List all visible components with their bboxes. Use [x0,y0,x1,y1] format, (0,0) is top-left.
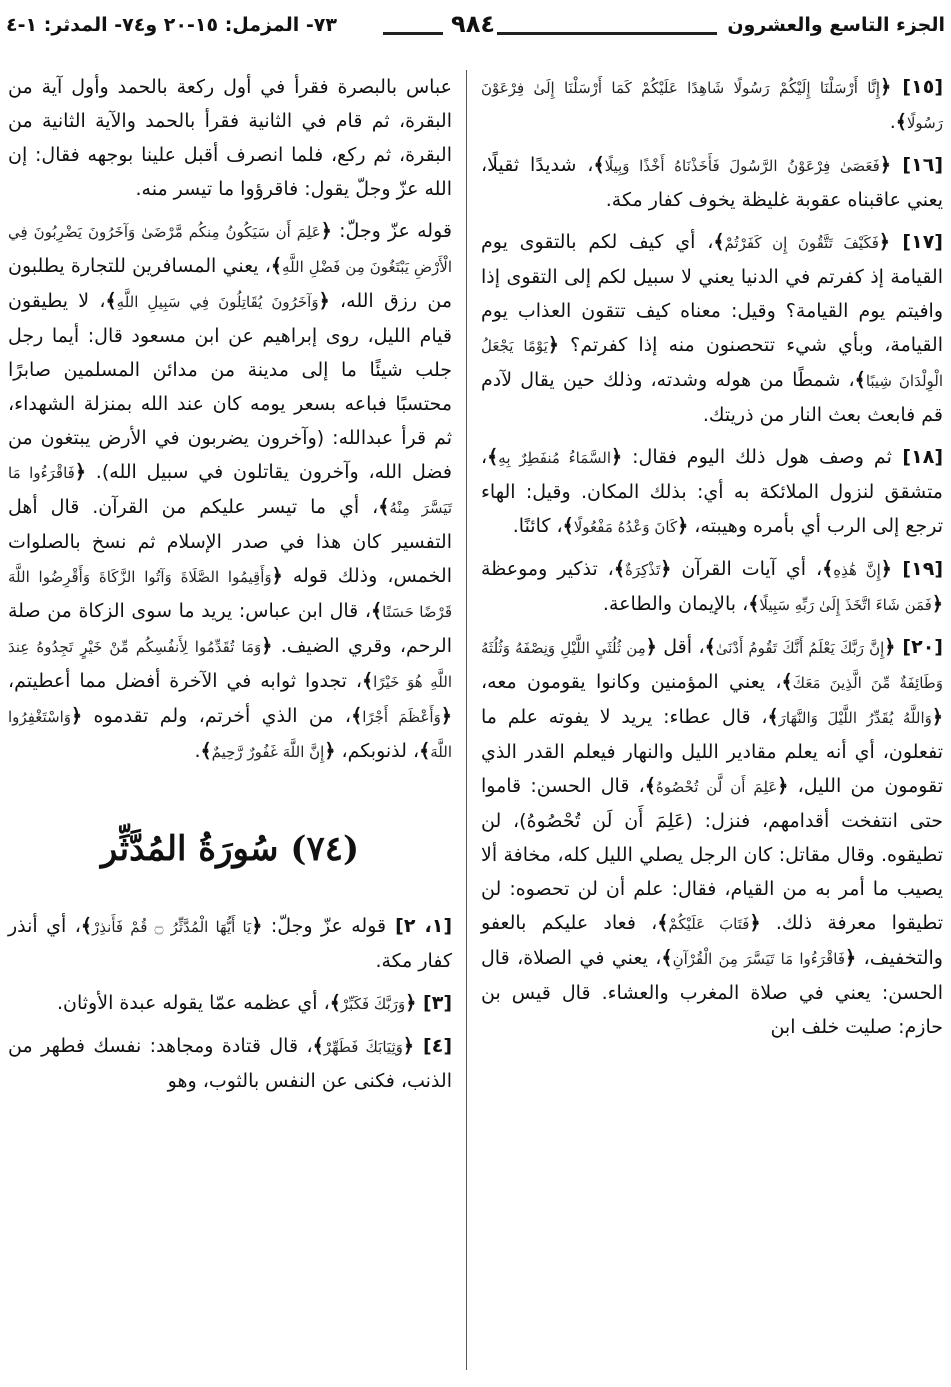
page-header [6,10,945,42]
commentary-text: ، شديدًا ثقيلًا، يعني عاقبناه عقوبة غليظة يخوف كفار مكة. [481,154,943,211]
quote-bracket: ﴾ [854,369,866,391]
commentary-text: ، أي كيف لكم بالتقوى يوم القيامة إذ كفرتم في الدنيا يعني لا سبيل لكم إلى التقوى إذا وافيتم يوم القيامة؟ وقيل: معناه كيف تتقون العذاب يوم القيامة، وبأي شيء تتحصنون منه إذا كفرتم؟ [481,231,943,356]
quran-quote: وَمَا تُقَدِّمُوا لِأَنفُسِكُم مِّنْ خَيْرٍ تَجِدُوهُ عِندَ اللَّهِ هُوَ خَيْرًا [8,638,452,691]
paragraph [481,225,943,432]
quote-bracket: ﴾ [661,947,673,969]
commentary-text: عباس بالبصرة فقرأ في أول ركعة بالحمد وأول آية من البقرة، ثم قام في الثانية فقرأ بالحمد والآية الثانية من البقرة، ثم ركع، فلما انصرف أقبل علينا بوجهه فقال: إن الله عزّ وجلّ يقول: فاقرؤوا ما تيسر منه. [8,76,452,200]
quran-quote: فَعَصَىٰ فِرْعَوْنُ الرَّسُولَ فَأَخَذْنَاهُ أَخْذًا وَبِيلًا [604,157,880,175]
quote-bracket: ﴿ [931,706,943,728]
quran-quote: إِنَّ هَٰذِهِ [833,561,881,579]
quran-quote: وَأَقِيمُوا الصَّلَاةَ وَآتُوا الزَّكَاةَ وَأَقْرِضُوا اللَّهَ قَرْضًا حَسَنًا [8,568,452,621]
commentary-text: ، يعني في الصلاة، قال الحسن: يعني في صلاة المغرب والعشاء. قال قيس بن حازم: صليت خلف ابن [481,947,943,1038]
commentary-text: ، متشقق لنزول الملائكة به أي: بذلك المكان. وقيل: الهاء ترجع إلى الرب أي بأمره وهيبته، [481,446,943,537]
paragraph [481,148,943,217]
sura-reference: ٧٣- المزمل: ١٥-٢٠ و٧٤- المدثر: ١-٤ [6,14,337,36]
quote-bracket: ﴾ [487,446,499,468]
paragraph [481,440,943,544]
quran-quote: عَلِمَ أَن سَيَكُونُ مِنكُم مَّرْضَىٰ وَآخَرُونَ يَضْرِبُونَ فِي الْأَرْضِ يَبْتَغُونَ مِن فَضْلِ اللَّهِ [8,223,452,276]
quran-quote: إِنَّ رَبَّكَ يَعْلَمُ أَنَّكَ تَقُومُ أَدْنَىٰ [715,639,885,657]
paragraph [8,986,452,1021]
commentary-text: ، من الذي أخرتم، ولم تقدموه [82,705,352,727]
quote-bracket: ﴿ [880,558,892,580]
page-number: ٩٨٤ [451,10,495,38]
quote-bracket: ﴾ [657,912,669,934]
quran-quote: فَكَيْفَ تَتَّقُونَ إِن كَفَرْتُمْ [724,234,879,252]
quran-quote: تَذْكِرَةٌ [624,561,661,579]
commentary-text: ، تجدوا ثوابه في الآخرة أفضل مما أعطيتم، [8,670,362,692]
quote-bracket: ﴿ [749,912,761,934]
quote-bracket: ﴿ [402,1035,415,1057]
commentary-text: ، أي أنذر كفار مكة. [8,915,452,972]
quote-bracket: ﴾ [312,1035,324,1057]
quran-quote: عَلِمَ أَن لَّن تُحْصُوهُ [655,778,778,796]
verse-number: [١، ٢] [386,915,452,937]
quote-bracket: ﴾ [200,740,212,762]
quote-bracket: ﴿ [884,636,896,658]
quote-bracket: ﴿ [320,220,332,242]
quran-quote: السَّمَاءُ مُنفَطِرٌ بِهِ [498,449,612,467]
quote-bracket: ﴿ [324,740,336,762]
commentary-text: قوله عزّ وجلّ: [331,220,452,242]
commentary-text: ، أي عظمه عمّا يقوله عبدة الأوثان. [56,992,330,1014]
quran-quote: وَاسْتَغْفِرُوا اللَّهَ [8,708,452,761]
commentary-text: ، قال قتادة ومجاهد: نفسك فطهر من الذنب، فكنى عن النفس بالثوب، وهو [8,1035,452,1092]
paragraph [8,214,452,769]
quote-bracket: ﴾ [644,775,656,797]
part-title: الجزء التاسع والعشرون [727,14,945,36]
commentary-text: ثم وصف هول ذلك اليوم فقال: [622,446,892,468]
header-rule-left [383,32,443,35]
quran-quote: فَتَابَ عَلَيْكُمْ [668,915,750,933]
paragraph [481,70,943,140]
commentary-text: قوله عزّ وجلّ: [262,915,387,937]
quote-bracket: ﴿ [777,775,789,797]
column-divider [466,70,467,1370]
commentary-text: . [889,111,896,133]
quote-bracket: ﴿ [71,705,83,727]
quran-quote: فَمَن شَاءَ اتَّخَذَ إِلَىٰ رَبِّهِ سَبِيلًا [759,596,932,614]
quote-bracket: ﴾ [748,593,760,615]
quote-bracket: ﴾ [329,992,341,1014]
paragraph [481,552,943,622]
quote-bracket: ﴾ [80,915,93,937]
paragraph [8,1029,452,1098]
quote-bracket: ﴿ [271,565,283,587]
quote-bracket: ﴾ [613,558,625,580]
quran-quote: وَآخَرُونَ يُقَاتِلُونَ فِي سَبِيلِ اللَّهِ [116,293,319,311]
quote-bracket: ﴿ [677,515,689,537]
commentary-text: ، لا يطيقون قيام الليل، روى إبراهيم عن ابن مسعود قال: أيما رجل جلب شيئًا ما إلى مدينة من مدائن المسلمين صابرًا محتسبًا فباعه بسعر يومه كان عند الله بمنزلة الشهداء، ثم قرأ عبدالله: (وآخرون يضربون في الأرض يبتغون من فضل الله، وآخرون يقاتلون في سبيل الله). [8,290,452,483]
quote-bracket: ﴿ [74,461,86,483]
quote-bracket: ﴾ [371,600,383,622]
quran-quote: إِنَّا أَرْسَلْنَا إِلَيْكُمْ رَسُولًا شَاهِدًا عَلَيْكُمْ كَمَا أَرْسَلْنَا إِلَىٰ فِرْعَوْنَ رَسُولًا [481,79,943,132]
commentary-text: ، قال الحسن: قاموا حتى انتفخت أقدامهم، فنزل: (عَلِمَ أَن لَن تُحْصُوهُ)، لن تطيقوه. وقال مقاتل: كان الرجل يصلي الليل كله، مخافة ألا يصيب ما أمر به من القيام، فقال: علم أن لن تحصوه: لن تطيقوا معرفة ذلك. [481,775,943,934]
commentary-text: ، قال ابن عباس: يريد ما سوى الزكاة من صلة الرحم، وقري الضيف. [8,600,452,657]
quote-bracket: ﴿ [318,290,330,312]
paragraph [8,909,452,978]
paragraph [8,70,452,206]
quote-bracket: ﴾ [378,496,390,518]
verse-number: [١٩] [891,558,943,580]
quran-quote: فَاقْرَءُوا مَا تَيَسَّرَ مِنْهُ [8,464,452,517]
quote-bracket: ﴿ [645,636,657,658]
commentary-text: ، قال عطاء: يريد لا يفوته علم ما تفعلون، أي أنه يعلم مقادير الليل والنهار فيعلم القدر الذي تقومون من الليل، [481,706,943,797]
quote-bracket: ﴾ [105,290,117,312]
quote-bracket: ﴾ [895,111,907,133]
quote-bracket: ﴾ [781,671,793,693]
quran-quote: فَاقْرَءُوا مَا تَيَسَّرَ مِنَ الْقُرْآنِ [672,950,846,968]
quote-bracket: ﴿ [879,154,891,176]
quran-quote: وَأَعْظَمَ أَجْرًا [362,708,441,726]
quran-quote: مِن ثُلُثَيِ اللَّيْلِ وَنِصْفَهُ وَثُلُثَهُ وَطَائِفَةٌ مِّنَ الَّذِينَ مَعَكَ [481,639,943,692]
commentary-text: ، بالإيمان والطاعة. [602,593,749,615]
verse-number: [١٥] [891,76,943,98]
quran-quote: وَاللَّهُ يُقَدِّرُ اللَّيْلَ وَالنَّهَارَ [778,709,932,727]
commentary-text: ، لذنوبكم، [335,740,420,762]
quote-bracket: ﴿ [660,558,672,580]
verse-number: [١٦] [890,154,943,176]
quote-bracket: ﴿ [547,334,559,356]
left-column-top [8,70,452,769]
commentary-text: ، يعني المسافرين للتجارة يطلبون من رزق الله، [8,255,452,312]
commentary-text: ، أقل [656,636,705,658]
verse-number: [١٨] [891,446,943,468]
commentary-text: ، كائنًا. [512,515,563,537]
quran-quote: إِنَّ اللَّهَ غَفُورٌ رَّحِيمٌ [211,743,325,761]
quote-bracket: ﴾ [822,558,834,580]
commentary-text: ، تذكير وموعظة [481,558,614,580]
commentary-text: ، يعني المؤمنين وكانوا يقومون معه، [481,671,782,693]
quote-bracket: ﴿ [931,593,943,615]
left-column-bottom [8,909,452,1098]
quran-quote: يَوْمًا يَجْعَلُ الْوِلْدَانَ شِيبًا [481,337,943,390]
quote-bracket: ﴿ [261,635,273,657]
quran-quote: وَثِيَابَكَ فَطَهِّرْ [323,1038,403,1056]
quote-bracket: ﴾ [593,154,605,176]
commentary-text: ، أي آيات القرآن [671,558,823,580]
quote-bracket: ﴾ [419,740,431,762]
commentary-text: ، شمطًا من هوله وشدته، وذلك حين يقال لآدم قم فابعث بعث النار من ذريتك. [481,369,943,426]
quote-bracket: ﴾ [270,255,283,277]
commentary-text: . [194,740,201,762]
verse-number: [٢٠] [895,636,943,658]
quran-quote: كَانَ وَعْدُهُ مَفْعُولًا [573,518,678,536]
quote-bracket: ﴾ [351,705,363,727]
verse-number: [٤] [414,1035,452,1057]
quran-quote: وَرَبَّكَ فَكَبِّرْ [340,995,406,1013]
verse-number: [٣] [416,992,452,1014]
quote-bracket: ﴿ [440,705,452,727]
quote-bracket: ﴾ [713,231,725,253]
left-column [8,70,452,1370]
verse-number: [١٧] [890,231,943,253]
quote-bracket: ﴿ [611,446,623,468]
quote-bracket: ﴾ [562,515,574,537]
quote-bracket: ﴿ [405,992,417,1014]
quran-quote: يَا أَيُّهَا الْمُدَّثِّرُ ۝ قُمْ فَأَنذِرْ [92,918,252,936]
quote-bracket: ﴿ [880,76,892,98]
paragraph [481,630,943,1044]
quote-bracket: ﴿ [251,915,263,937]
commentary-text: ، فعاد عليكم بالعفو والتخفيف، [481,912,943,969]
sura-title: (٧٤) سُورَةُ المُدَّثِّر [100,829,360,869]
quote-bracket: ﴾ [704,636,716,658]
commentary-text: ، أي ما تيسر عليكم من القرآن. قال أهل التفسير كان هذا في صدر الإسلام ثم نسخ بالصلوات الخمس، وذلك قوله [8,496,453,587]
header-rule-right [497,32,717,35]
quote-bracket: ﴿ [878,231,891,253]
quote-bracket: ﴿ [845,947,857,969]
right-column [481,70,943,1370]
quote-bracket: ﴾ [361,670,374,692]
quote-bracket: ﴾ [767,706,779,728]
